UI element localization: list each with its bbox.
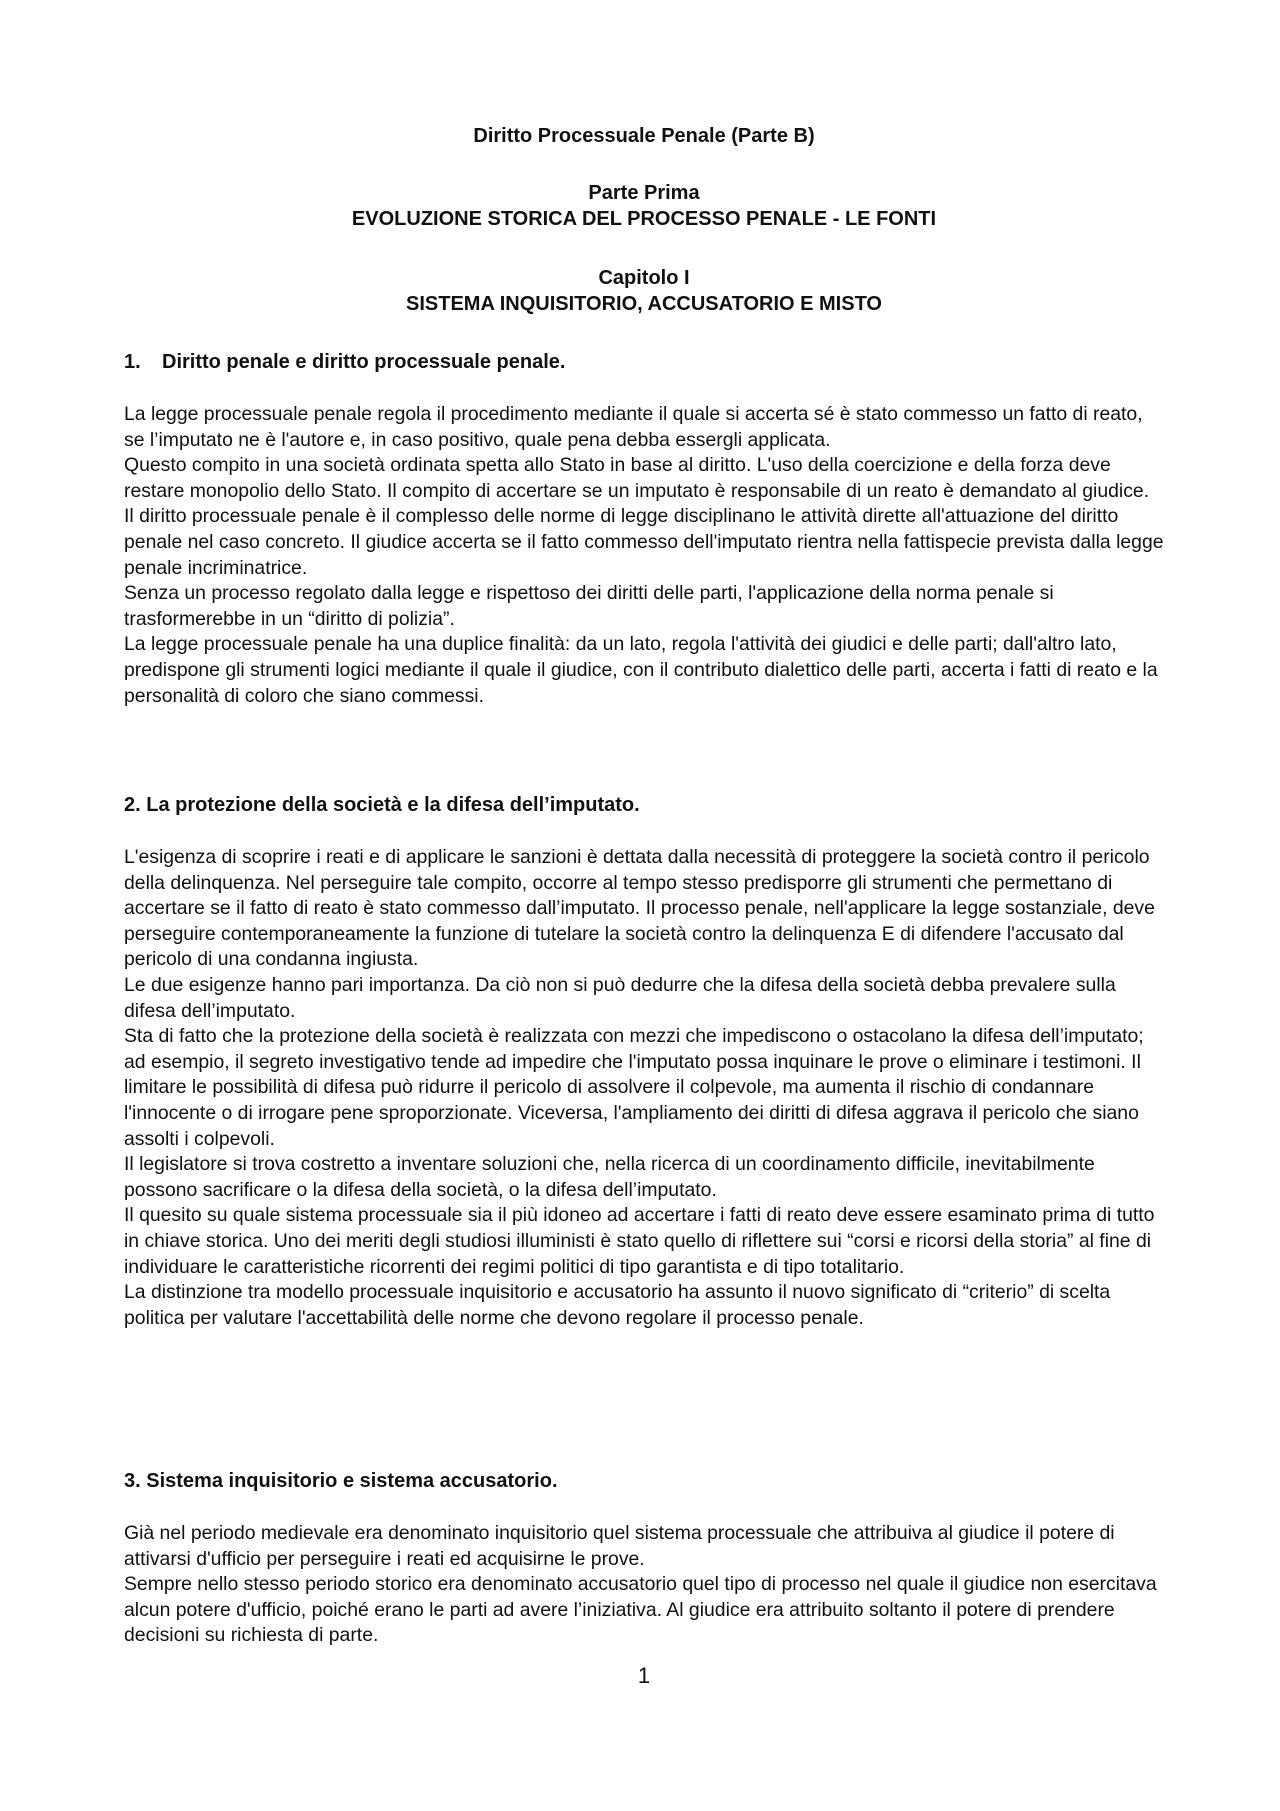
paragraph: Il diritto processuale penale è il complesso delle norme di legge disciplinano le attività dirette all'attuazione del diritto penale nel caso concreto. Il giudice accerta se il fatto commesso dell'imputato rientra nella fattispecie prevista dalla legge penale incriminatrice. <box>124 505 1164 579</box>
chapter-label: Capitolo I <box>598 267 690 289</box>
paragraph: L'esigenza di scoprire i reati e di applicare le sanzioni è dettata dalla necessità di proteggere la società contro il pericolo della delinquenza. Nel perseguire tale compito, occorre al tempo stesso predisporre gli strumenti che permettano di accertare se il fatto di reato è stato commesso dall’imputato. Il processo penale, nell'applicare la legge sostanziale, deve perseguire contemporaneamente la funzione di tutelare la società contro la delinquenza E di difendere l'accusato dal pericolo di una condanna ingiusta. <box>124 846 1155 971</box>
part-title: EVOLUZIONE STORICA DEL PROCESSO PENALE - LE FONTI <box>351 208 937 230</box>
section-heading <box>124 792 1164 818</box>
section-heading-text: Sistema inquisitorio e sistema accusatorio. <box>146 1470 558 1492</box>
section-body <box>124 1521 1164 1649</box>
section-heading <box>124 1468 1164 1494</box>
document-page <box>124 0 1164 1811</box>
paragraph: Il legislatore si trova costretto a inventare soluzioni che, nella ricerca di un coordinamento difficile, inevitabilmente possono sacrificare o la difesa della società, o la difesa dell’imputato. <box>124 1153 1095 1201</box>
paragraph: Già nel periodo medievale era denominato inquisitorio quel sistema processuale che attribuiva al giudice il potere di attivarsi d'ufficio per perseguire i reati ed acquisirne le prove. <box>124 1522 1115 1570</box>
section-heading-text: Diritto penale e diritto processuale penale. <box>162 351 566 373</box>
section-1 <box>124 349 1164 709</box>
section-heading-text: La protezione della società e la difesa dell’imputato. <box>146 794 640 816</box>
section-number: 2. <box>124 794 141 816</box>
section-3 <box>124 1468 1164 1649</box>
section-2 <box>124 792 1164 1331</box>
part-heading-block <box>124 180 1164 232</box>
paragraph: La distinzione tra modello processuale inquisitorio e accusatorio ha assunto il nuovo significato di “criterio” di scelta politica per valutare l'accettabilità delle norme che devono regolare il processo penale. <box>124 1281 1111 1329</box>
section-body <box>124 845 1164 1331</box>
document-title: Diritto Processuale Penale (Parte B) <box>473 125 815 147</box>
paragraph: Senza un processo regolato dalla legge e rispettoso dei diritti delle parti, l'applicazione della norma penale si trasformerebbe in un “diritto di polizia”. <box>124 582 1054 630</box>
paragraph: Le due esigenze hanno pari importanza. Da ciò non si può dedurre che la difesa della società debba prevalere sulla difesa dell’imputato. <box>124 973 1116 1022</box>
chapter-heading-block <box>124 265 1164 317</box>
section-number: 1. <box>124 351 141 373</box>
paragraph: Sempre nello stesso periodo storico era denominato accusatorio quel tipo di processo nel quale il giudice non esercitava alcun potere d'ufficio, poiché erano le parti ad avere l’iniziativa. Al giudice era attribuito soltanto il potere di prendere decisioni su richiesta di parte. <box>124 1573 1157 1647</box>
chapter-title: SISTEMA INQUISITORIO, ACCUSATORIO E MISTO <box>406 293 882 315</box>
document-title-block <box>124 123 1164 149</box>
page-number: 1 <box>637 1663 651 1688</box>
paragraph: La legge processuale penale regola il procedimento mediante il quale si accerta sé è stato commesso un fatto di reato, se l’imputato ne è l'autore e, in caso positivo, quale pena debba essergli applicata. <box>124 403 1143 451</box>
section-heading <box>124 349 1164 375</box>
part-label: Parte Prima <box>588 182 700 204</box>
section-number: 3. <box>124 1470 141 1492</box>
section-body <box>124 402 1164 709</box>
paragraph: Il quesito su quale sistema processuale sia il più idoneo ad accertare i fatti di reato deve essere esaminato prima di tutto in chiave storica. Uno dei meriti degli studiosi illuministi è stato quello di riflettere sui “corsi e ricorsi della storia” al fine di individuare le caratteristiche ricorrenti dei regimi politici di tipo garantista e di tipo totalitario. <box>124 1204 1155 1278</box>
paragraph: La legge processuale penale ha una duplice finalità: da un lato, regola l'attività dei giudici e delle parti; dall'altro lato, predispone gli strumenti logici mediante il quale il giudice, con il contributo dialettico delle parti, accerta i fatti di reato e la personalità di coloro che siano commessi. <box>124 633 1158 707</box>
paragraph: Sta di fatto che la protezione della società è realizzata con mezzi che impediscono o ostacolano la difesa dell’imputato; ad esempio, il segreto investigativo tende ad impedire che l'imputato possa inquinare le prove o eliminare i testimoni. Il limitare le possibilità di difesa può ridurre il pericolo di assolvere il colpevole, ma aumenta il rischio di condannare l'innocente o di irrogare pene sproporzionate. Viceversa, l'ampliamento dei diritti di difesa aggrava il pericolo che siano assolti i colpevoli. <box>124 1025 1144 1150</box>
paragraph: Questo compito in una società ordinata spetta allo Stato in base al diritto. L'uso della coercizione e della forza deve restare monopolio dello Stato. Il compito di accertare se un imputato è responsabile di un reato è demandato al giudice. <box>124 454 1150 502</box>
